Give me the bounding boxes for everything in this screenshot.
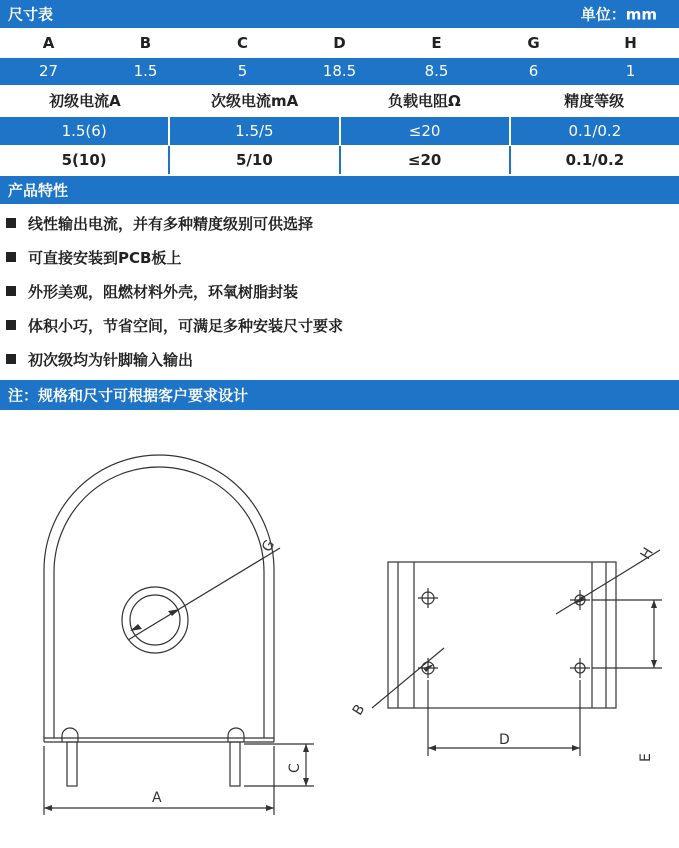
- dimension-label-g: G: [258, 537, 279, 556]
- dimension-label-e: E: [638, 753, 654, 762]
- square-bullet-icon: [6, 320, 16, 330]
- technical-drawing: [0, 410, 679, 848]
- dimension-label-d: D: [499, 732, 510, 748]
- spec-row: [0, 146, 679, 174]
- dimension-label-c: C: [287, 763, 303, 773]
- list-item: 线性输出电流，并有多种精度级别可供选择: [0, 206, 679, 240]
- dim-value: 27: [38, 62, 59, 80]
- square-bullet-icon: [6, 218, 16, 228]
- dimension-table-header: [0, 0, 679, 28]
- dim-value: 6: [528, 62, 539, 80]
- note-bar: [0, 380, 679, 410]
- spec-header: 初级电流A: [49, 92, 121, 110]
- dim-letter: H: [624, 34, 637, 52]
- note-text: 注：规格和尺寸可根据客户要求设计: [8, 386, 249, 405]
- dimension-label-a: A: [152, 790, 162, 806]
- features-header: [0, 176, 679, 204]
- dimension-table-title: 尺寸表: [8, 5, 54, 24]
- dim-value: 5: [237, 62, 248, 80]
- spec-header-row: [0, 88, 679, 115]
- spec-header: 次级电流mA: [211, 92, 299, 110]
- dim-letter: E: [431, 34, 442, 52]
- dim-letter: C: [236, 34, 248, 52]
- spec-cell: 5(10): [0, 146, 170, 174]
- dim-letter: D: [333, 34, 346, 52]
- spec-cell: 1.5/5: [170, 117, 340, 145]
- dimension-value-row: [0, 58, 679, 85]
- square-bullet-icon: [6, 286, 16, 296]
- list-item: 外形美观，阻燃材料外壳，环氧树脂封装: [0, 274, 679, 308]
- side-view: [372, 550, 662, 756]
- dimension-label-b: B: [349, 701, 369, 719]
- list-item: 可直接安装到PCB板上: [0, 240, 679, 274]
- spec-cell: ≤20: [341, 117, 511, 145]
- spec-header: 精度等级: [564, 92, 625, 110]
- dim-value: 18.5: [322, 62, 357, 80]
- dim-letter: B: [139, 34, 152, 52]
- side-view-arrows: [423, 596, 657, 751]
- list-item: 体积小巧，节省空间，可满足多种安装尺寸要求: [0, 308, 679, 342]
- dim-letter: A: [42, 34, 55, 52]
- spec-cell: 1.5(6): [0, 117, 170, 145]
- spec-header: 负载电阻Ω: [387, 92, 461, 110]
- dimension-label-h: H: [637, 544, 657, 563]
- front-view: [44, 455, 314, 815]
- unit-label: 单位：mm: [580, 5, 657, 24]
- spec-row: [0, 117, 679, 145]
- dim-letter: G: [527, 34, 540, 52]
- square-bullet-icon: [6, 252, 16, 262]
- list-item: 初次级均为针脚输入输出: [0, 342, 679, 376]
- dimension-letter-row: [0, 30, 679, 57]
- spec-cell: 5/10: [170, 146, 340, 174]
- spec-cell: 0.1/0.2: [568, 122, 622, 140]
- dim-value: 8.5: [424, 62, 449, 80]
- dim-value: 1.5: [133, 62, 158, 80]
- spec-cell: ≤20: [341, 146, 511, 174]
- front-view-arrows: [44, 609, 309, 811]
- feature-list: [0, 206, 679, 376]
- spec-cell: 0.1/0.2: [565, 151, 625, 169]
- dim-value: 1: [625, 62, 636, 80]
- square-bullet-icon: [6, 354, 16, 364]
- features-title: 产品特性: [8, 181, 69, 200]
